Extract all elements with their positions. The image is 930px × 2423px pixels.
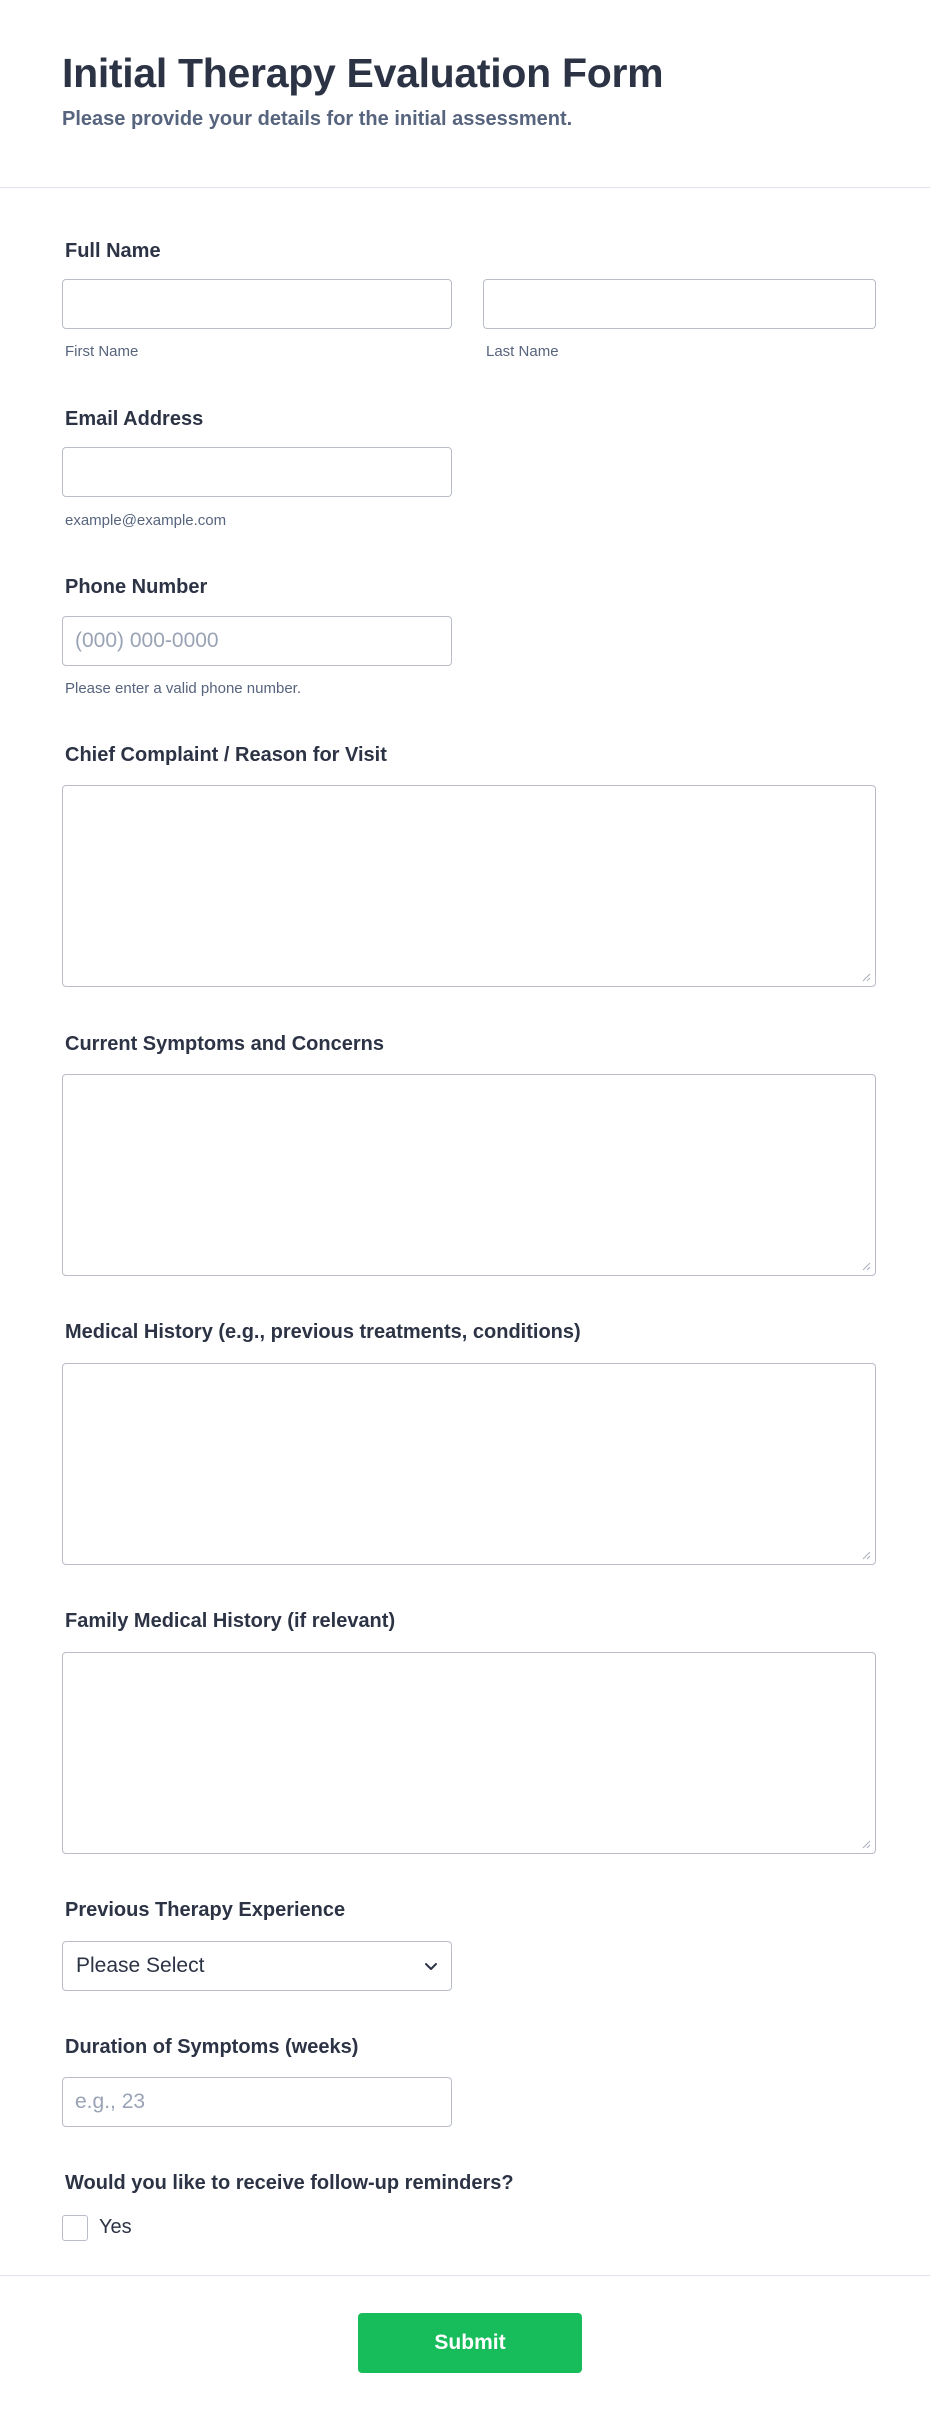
resize-grip-icon[interactable] [861, 1261, 871, 1271]
reminders-option-label[interactable]: Yes [99, 2216, 132, 2238]
form-title: Initial Therapy Evaluation Form [62, 50, 664, 96]
resize-grip-icon[interactable] [861, 972, 871, 982]
email-input[interactable] [62, 447, 452, 497]
submit-button[interactable]: Submit [358, 2313, 582, 2373]
family-history-textarea[interactable] [62, 1652, 876, 1854]
chief-complaint-label: Chief Complaint / Reason for Visit [65, 744, 387, 766]
chevron-down-icon [423, 1958, 439, 1974]
medical-history-textarea[interactable] [62, 1363, 876, 1565]
phone-label: Phone Number [65, 576, 208, 598]
form-subtitle: Please provide your details for the initial assessment. [62, 108, 573, 130]
resize-grip-icon[interactable] [861, 1839, 871, 1849]
resize-grip-icon[interactable] [861, 1550, 871, 1560]
medical-history-label: Medical History (e.g., previous treatments, conditions) [65, 1321, 581, 1343]
previous-therapy-label: Previous Therapy Experience [65, 1899, 346, 1921]
email-sublabel: example@example.com [65, 512, 227, 529]
full-name-label: Full Name [65, 240, 161, 262]
family-history-label: Family Medical History (if relevant) [65, 1610, 396, 1632]
form-header [0, 0, 930, 188]
reminders-label: Would you like to receive follow-up reminders? [65, 2172, 514, 2194]
select-value: Please Select [76, 1954, 205, 1977]
previous-therapy-select[interactable] [62, 1941, 452, 1991]
duration-input[interactable] [62, 2077, 452, 2127]
footer-divider [0, 2275, 930, 2276]
reminders-checkbox[interactable] [62, 2215, 88, 2241]
phone-sublabel: Please enter a valid phone number. [65, 680, 301, 697]
current-symptoms-textarea[interactable] [62, 1074, 876, 1276]
current-symptoms-label: Current Symptoms and Concerns [65, 1033, 384, 1055]
last-name-input[interactable] [483, 279, 876, 329]
first-name-sublabel: First Name [65, 343, 139, 360]
last-name-sublabel: Last Name [486, 343, 559, 360]
phone-input[interactable] [62, 616, 452, 666]
email-label: Email Address [65, 408, 204, 430]
duration-label: Duration of Symptoms (weeks) [65, 2036, 359, 2058]
first-name-input[interactable] [62, 279, 452, 329]
chief-complaint-textarea[interactable] [62, 785, 876, 987]
